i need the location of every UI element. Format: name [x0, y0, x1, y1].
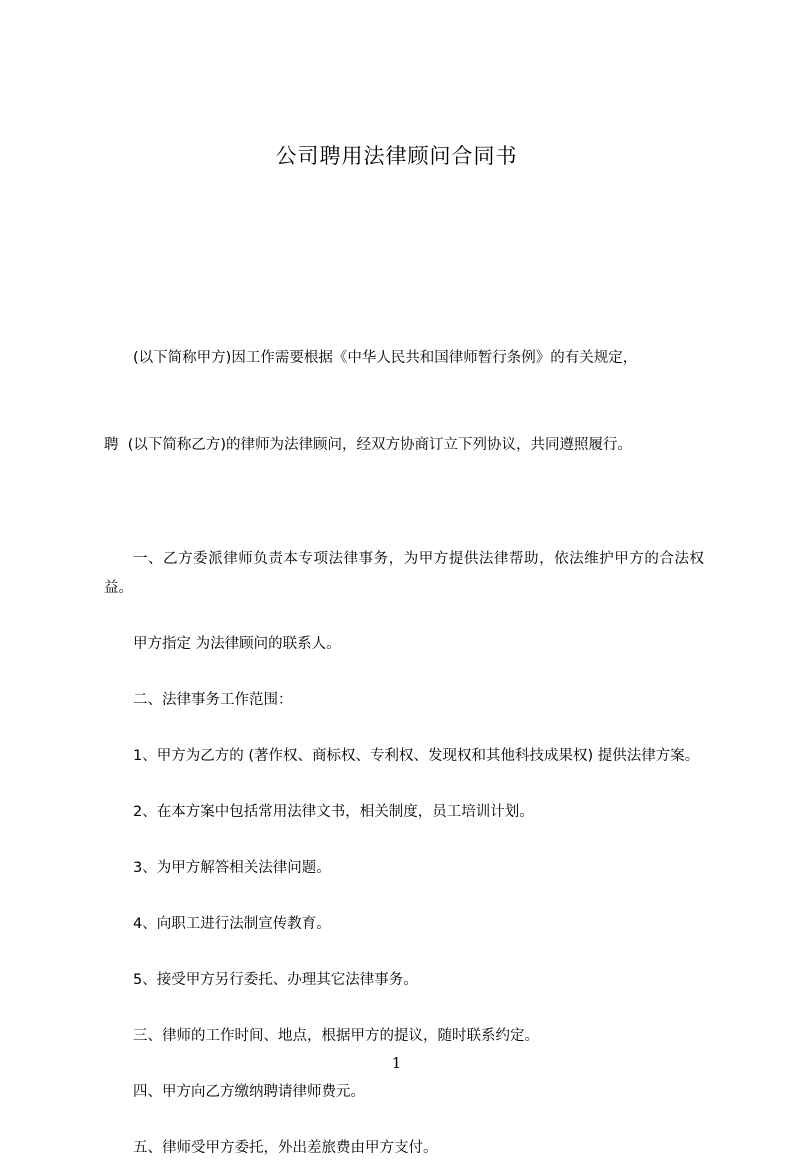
clause-4: 四、甲方向乙方缴纳聘请律师费元。 — [133, 1084, 365, 1100]
intro-line-1: (以下简称甲方)因工作需要根据《中华人民共和国律师暂行条例》的有关规定， — [133, 350, 638, 366]
clause-2-item-4: 4、向职工进行法制宣传教育。 — [133, 916, 331, 932]
contact-designation: 甲方指定 为法律顾问的联系人。 — [133, 636, 341, 652]
clause-2-item-2: 2、在本方案中包括常用法律文书，相关制度，员工培训计划。 — [133, 804, 534, 820]
page-number: 1 — [391, 1054, 402, 1072]
clause-5: 五、律师受甲方委托，外出差旅费由甲方支付。 — [133, 1140, 438, 1156]
clause-2-item-1: 1、甲方为乙方的 (著作权、商标权、专利权、发现权和其他科技成果权) 提供法律方案。 — [133, 748, 700, 764]
intro-line-2: 聘 (以下简称乙方)的律师为法律顾问，经双方协商订立下列协议，共同遵照履行。 — [104, 437, 633, 453]
clause-1: 一、乙方委派律师负责本专项法律事务，为甲方提供法律帮助，依法维护甲方的合法权益。 — [104, 551, 704, 596]
document-body — [104, 286, 704, 1163]
document-title: 公司聘用法律顾问合同书 — [275, 144, 518, 168]
clause-2-item-3: 3、为甲方解答相关法律问题。 — [133, 860, 331, 876]
clause-2-heading: 二、法律事务工作范围： — [133, 692, 293, 708]
clause-2-item-5: 5、接受甲方另行委托、办理其它法律事务。 — [133, 972, 418, 988]
clause-3: 三、律师的工作时间、地点，根据甲方的提议，随时联系约定。 — [133, 1028, 539, 1044]
intro-paragraph — [104, 286, 704, 518]
